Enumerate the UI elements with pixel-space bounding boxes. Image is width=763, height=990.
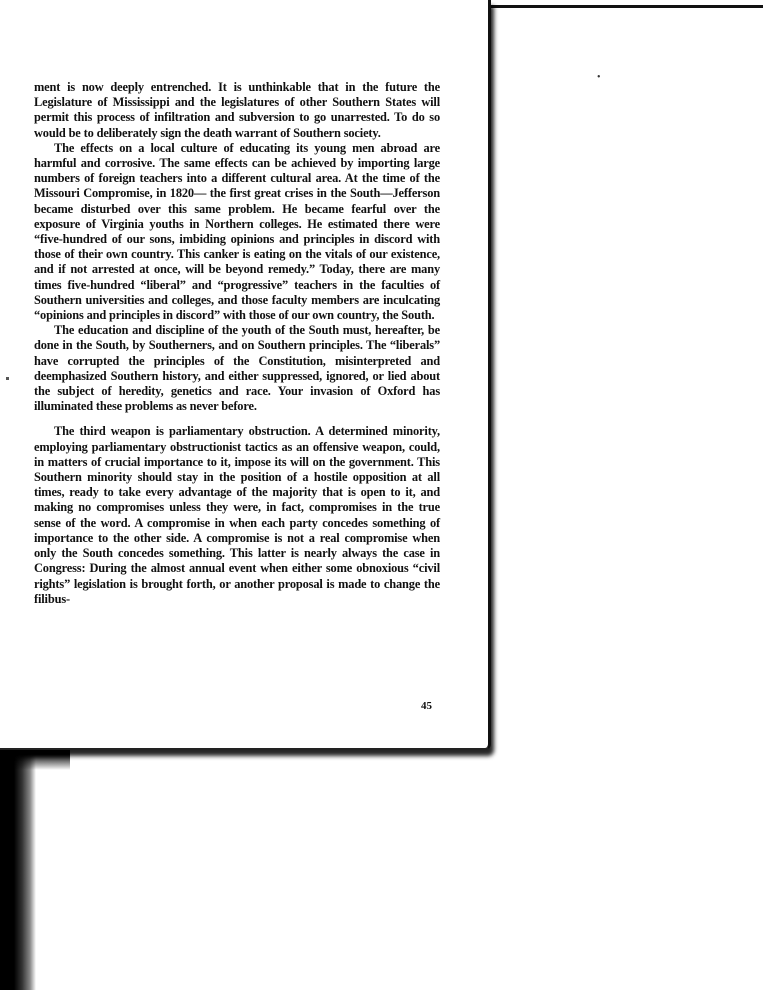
paragraph-3: The education and discipline of the youth of the South must, hereafter, be done in the South, by Southerners, and on Southern principles. The “liberals” have corrupted the principles of the Constitution, misinterpreted and deemphasized Southern history, and either suppressed, ignored, or lied about the subject of heredity, genetics and race. Your invasion of Oxford has illuminated these problems as never before. <box>34 323 440 414</box>
scan-background <box>0 752 763 990</box>
paragraph-1: ment is now deeply entrenched. It is unthinkable that in the future the Legislature of Mississippi and the legislatures of other Southern States will permit this process of infiltration and subversion to go unarrested. To do so would be to deliberately sign the death warrant of Southern society. <box>34 80 440 140</box>
paragraph-4: The third weapon is parliamentary obstruction. A determined minority, employing parliamentary obstructionist tactics as an offensive weapon, could, in matters of crucial importance to it, impose its will on the government. This Southern minority should stay in the position of a hostile opposition at all times, ready to take every advantage of the majority that is open to it, and making no compromises unless they were, in fact, compromises in the true sense of the word. A compromise in when each party concedes something of importance to the other side. A compromise is not a real compromise when only the South concedes something. This latter is nearly always the case in Congress: During the almost annual event when either some obnoxious “civil rights” legislation is brought forth, or another proposal is made to change the filibus- <box>34 424 440 606</box>
scan-shadow-left <box>0 748 36 990</box>
page-number: 45 <box>421 700 432 712</box>
stray-mark: • <box>597 72 601 83</box>
body-text <box>34 80 440 607</box>
margin-speck <box>6 377 9 380</box>
paragraph-2: The effects on a local culture of educating its young men abroad are harmful and corrosive. The same effects can be achieved by importing large numbers of foreign teachers into a different cultural area. At the time of the Missouri Compromise, in 1820— the first great crises in the South—Jefferson became disturbed over this same problem. He became fearful over the exposure of Virginia youths in Northern colleges. He estimated there were “five-hundred of our sons, imbiding opinions and principles in discord with those of their own country. This canker is eating on the vitals of our existence, and if not arrested at once, will be beyond remedy.” Today, there are many times five-hundred “liberal” and “progressive” teachers in the faculties of Southern universities and colleges, and those faculty members are inculcating “opinions and principles in discord” with those of our own country, the South. <box>34 140 440 323</box>
book-page <box>0 0 491 750</box>
